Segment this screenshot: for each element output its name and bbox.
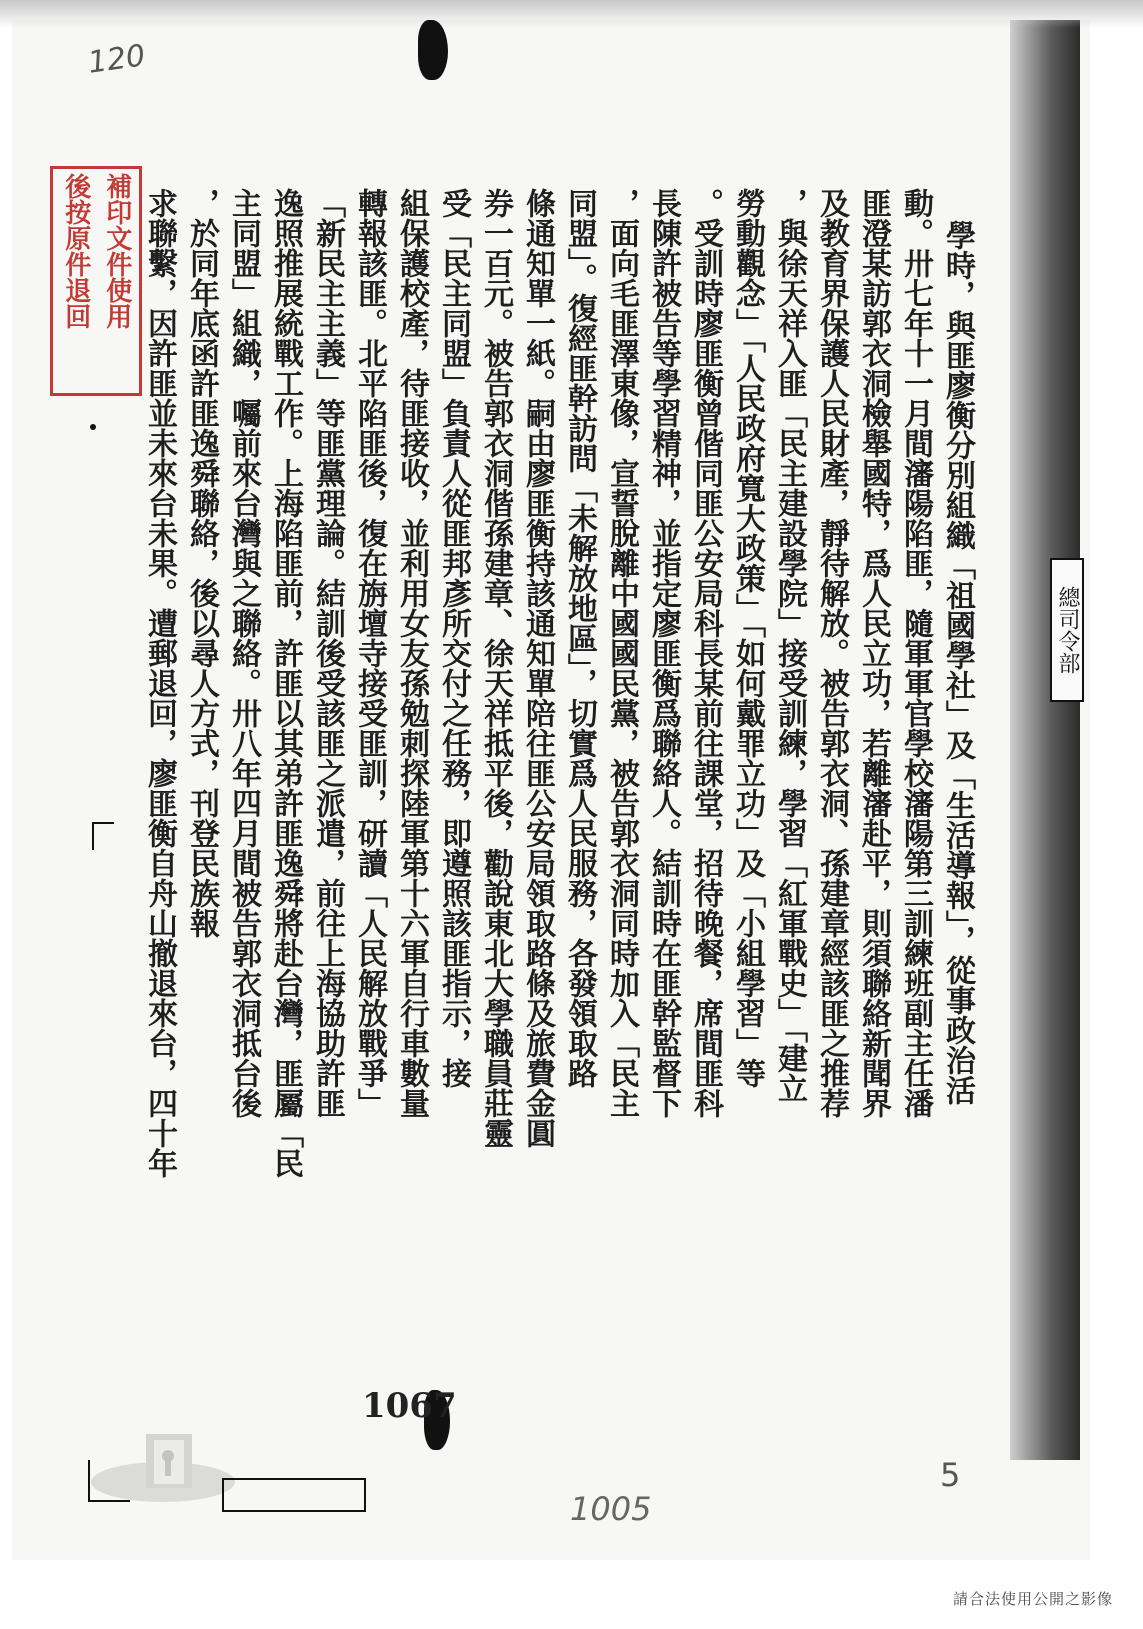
- corner-mark: [88, 1460, 130, 1502]
- text-column: 主同盟」組織，囑前來台灣與之聯絡。卅八年四月間被告郭衣洞抵台後: [226, 188, 261, 1118]
- text-column: 學時，與匪廖衡分別組織「祖國學社」及「生活導報」，從事政治活: [940, 220, 975, 1105]
- text-column: 及教育界保護人民財產，靜待解放。被告郭衣洞、孫建章經該匪之推荐: [814, 188, 849, 1118]
- ink-blot: [418, 20, 448, 80]
- handwritten-note-right: 5: [940, 1456, 961, 1494]
- text-column: 動。卅七年十一月間瀋陽陷匪，隨軍軍官學校瀋陽第三訓練班副主任潘: [898, 188, 933, 1118]
- text-column: 「新民主主義」等匪黨理論。結訓後受該匪之派遣，前往上海協助許匪: [310, 188, 345, 1118]
- text-column: 券一百元。被告郭衣洞偕孫建章、徐天祥抵平後，勸說東北大學職員莊靈: [478, 188, 513, 1148]
- text-column: 受「民主同盟」負責人從匪邦彥所交付之任務，即遵照該匪指示，接: [436, 188, 471, 1088]
- stamp-column-1: 補印文件使用: [101, 173, 132, 329]
- text-column: 勞動觀念」「人民政府寬大政策」「如何戴罪立功」及「小組學習」等: [730, 188, 765, 1088]
- text-column: 同盟」。復經匪幹訪問「未解放地區」，切實爲人民服務，各發領取路: [562, 188, 597, 1088]
- text-column: ，於同年底函許匪逸舜聯絡，後以尋人方式，刊登民族報: [184, 188, 219, 938]
- side-label-tab: 總司令部: [1050, 558, 1084, 702]
- text-column: 逸照推展統戰工作。上海陷匪前，許匪以其弟許匪逸舜將赴台灣，匪屬「民: [268, 188, 303, 1178]
- stamp-column-2: 後按原件退回: [60, 173, 91, 329]
- text-column: 求聯繫，因許匪並未來台未果。遭郵退回，廖匪衡自舟山撤退來台，四十年: [142, 188, 177, 1178]
- empty-box: [222, 1478, 366, 1512]
- text-column: ，面向毛匪澤東像，宣誓脫離中國國民黨，被告郭衣洞同時加入「民主: [604, 188, 639, 1118]
- text-column: 長陳許被告等學習精神，並指定廖匪衡爲聯絡人。結訓時在匪幹監督下: [646, 188, 681, 1118]
- handwritten-note-top-left: 120: [85, 38, 148, 81]
- text-column: 條通知單一紙。嗣由廖匪衡持該通知單陪往匪公安局領取路條及旅費金圓: [520, 188, 555, 1148]
- text-column: 。受訓時廖匪衡曾偕同匪公安局科長某前往課堂，招待晚餐，席間匪科: [688, 188, 723, 1118]
- text-column: 組保護校產，待匪接收，並利用女友孫勉刺探陸軍第十六軍自行車數量: [394, 188, 429, 1118]
- text-column: 匪澄某訪郭衣洞檢舉國特，爲人民立功，若離瀋赴平，則須聯絡新聞界: [856, 188, 891, 1118]
- page-number: 1067: [362, 1386, 457, 1426]
- usage-notice: 請合法使用公開之影像: [952, 1590, 1113, 1608]
- text-column: 轉報該匪。北平陷匪後，復在旃壇寺接受匪訓，研讀「人民解放戰爭」: [352, 188, 387, 1118]
- handwritten-note-bottom: 1005: [570, 1490, 652, 1528]
- text-column: ，與徐天祥入匪「民主建設學院」接受訓練，學習「紅軍戰史」「建立: [772, 188, 807, 1103]
